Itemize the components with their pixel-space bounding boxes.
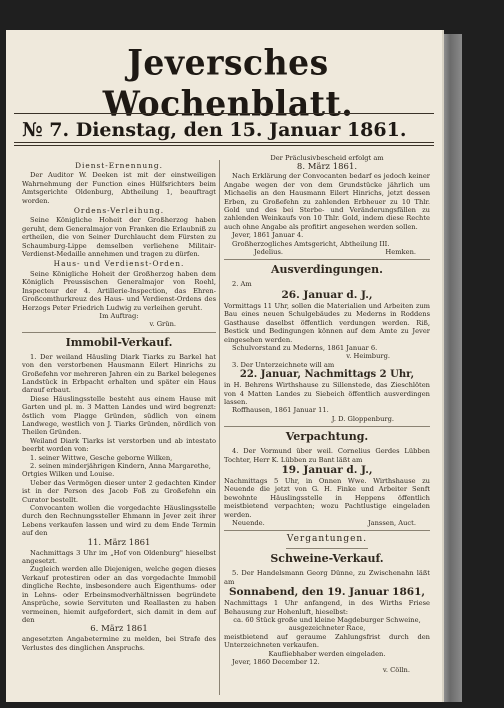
list-item: 2. seinen minderjährigen Kindern, Anna Margarethe, Ortgies Wilken und Louise. (22, 462, 211, 479)
section-title-immobil: Immobil-Verkauf. (65, 335, 173, 349)
signature-row (224, 519, 430, 527)
signature-name: Jedelius. (254, 248, 284, 257)
date-line: 26. Januar d. J., (281, 288, 373, 301)
issue-rule-1 (14, 142, 434, 143)
section-title-vergantungen: Vergantungen. (286, 534, 368, 545)
section-heading: Dienst-Ernennung. (75, 161, 163, 170)
signature-name: v. Heimburg. (346, 352, 390, 361)
place-date: Roffhausen, 1861 Januar 11. (232, 406, 329, 415)
paragraph: Weiland Diark Tiarks ist verstorben und ab intestato beerbt worden von: (22, 436, 216, 454)
place-date: Jever, 1861 Januar 4. (232, 231, 304, 240)
section-heading: Ordens-Verleihung. (73, 206, 165, 216)
paragraph: Ueber das Vermögen dieser unter 2 gedachten Kinder ist in der Person des Jacob Foß zu Großefehn ein Curator bestellt. (22, 478, 216, 504)
paragraph: Zugleich werden alle Diejenigen, welche gegen dieses Verkauf protestiren oder an das vorgedachte Immobil dingliche Rechte, insbesondere auch Eigenthums- oder in Lehns- oder Erbeinsmodverhältnissen begründete Ansprüche, sowie Servituten und Reallasten zu haben vermeinen, hiemit aufgefordert, sich damit in dem auf den (22, 565, 216, 624)
book-spine (442, 34, 462, 702)
date-line: 6. März 1861 (90, 624, 148, 635)
masthead-title: Jeversches Wochenblatt. (102, 42, 354, 124)
paragraph: Nachmittags 5 Uhr, in Onnen Wwe. Wirthshause zu Neuende die jetzt von G. H. Finke und Arbeiter Senft bewohnte Häuslingsstelle in Heppens öffentlich meistbietend verpachten; wozu Pachtlustige eingeladen werden. (224, 476, 430, 519)
paragraph: Nachmittags 1 Uhr anfangend, in des Wirths Friese Behausung zur Hohenluft, hieselbst: (224, 599, 430, 616)
divider (22, 332, 216, 333)
signature-name: Janssen, Auct. (367, 519, 416, 527)
date-line: 11. März 1861 (87, 537, 151, 548)
divider (286, 548, 368, 549)
divider (224, 259, 430, 260)
right-column (224, 154, 430, 675)
date-line: Sonnabend, den 19. Januar 1861, (228, 586, 426, 599)
paragraph: 4. Der Vormund über weil. Cornelius Gerdes Lübben Tochter, Herr K. Lübben zu Bant läßt am (224, 447, 430, 464)
paragraph: Der Präclusivbescheid erfolgt am (270, 154, 384, 162)
paragraph: Diese Häuslingsstelle besteht aus einem Hause mit Garten und pl. m. 3 Matten Landes und wird begrenzt: östlich vom Plagge Gründen, südlich von einem Landwege, westlich von J. Tiarks Gründen, nördlich von Theilen Gründen. (22, 394, 216, 437)
paragraph: Nach Erklärung der Convocanten bedarf es jedoch keiner Angabe wegen der von dem Grundstücke jährlich um Michaelis an den Hausmann Eilert Hinrichs, jetzt dessen Erben, zu Großefehn zu zahlenden Erbheuer zu 10 Thlr. Gold und des bei Sterbe- und Veränderungsfällen zu zahlenden Weinkaufs von 10 Thlr. Gold, indem diese Rechte auch ohne Angabe als profitirt angesehen werden sollen. (224, 172, 430, 231)
place-date: Jever, 1860 December 12. (232, 658, 320, 667)
divider (224, 426, 430, 427)
paragraph: in H. Behrens Wirthshause zu Sillenstede, das Zieschlöten von 4 Matten Landes zu Siebeich öffentlich ausverdingen lassen. (224, 381, 430, 406)
paragraph: Seine Königliche Hoheit der Großherzog haben geruht, dem Generalmajor von Franken die Erlaubniß zu ertheilen, die von Seiner Durchlaucht dem Fürsten zu Schaumburg-Lippe demselben verliehene Militair-Verdienst-Medaille annehmen und tragen zu dürfen. (22, 216, 216, 259)
paragraph: meistbietend auf geraume Zahlungsfrist durch den Unterzeichneten verkaufen. (224, 632, 430, 650)
list-item: 1. seiner Wittwe, Gesche geborne Wilken, (30, 453, 173, 462)
signature-line: Im Auftrag: (99, 311, 139, 320)
signature-row (224, 248, 430, 256)
date-line: 19. Januar d. J., (281, 463, 373, 476)
signature-name: J. D. Gloppenburg. (331, 414, 394, 423)
issue-line: № 7. Dienstag, den 15. Januar 1861. (22, 119, 407, 141)
signature-name: v. Grün. (149, 320, 176, 329)
section-title-schweine-verkauf: Schweine-Verkauf. (270, 552, 384, 566)
date-line: 8. März 1861. (296, 162, 358, 173)
section-heading: Haus- und Verdienst-Orden. (53, 259, 185, 269)
signature-name: v. Cölln. (382, 666, 410, 675)
paragraph: 2. Am (232, 280, 252, 289)
paragraph: angesetzten Angabetermine zu melden, bei Strafe des Verlustes des dinglichen Anspruchs. (22, 635, 216, 652)
section-title-ausverdingungen: Ausverdingungen. (271, 263, 383, 277)
authority: Großherzogliches Amtsgericht, Abtheilung III. (232, 239, 390, 248)
paragraph: Nachmittags 3 Uhr im „Hof von Oldenburg" hieselbst angesetzt. (22, 548, 216, 566)
paragraph: Der Auditor W. Deeken ist mit der einstweiligen Wahrnehmung der Function eines Hülfsrichters beim Amtsgerichte Oldenburg, Abtheilung 1, beauftragt worden. (22, 171, 216, 205)
paragraph: 5. Der Handelsmann Georg Dünne, zu Zwischenahn läßt am (224, 569, 430, 586)
paragraph: ca. 60 Stück große und kleine Magdeburger Schweine, ausgezeichneter Race, (233, 616, 421, 633)
paragraph: 1. Der weiland Häusling Diark Tiarks zu Barkel hat von den verstorbenen Hausmann Eilert Hinrichs zu Großefehn vor mehreren Jahren ein zu Barkel belegenes Landstück in Erbpacht erhalten und später ein Haus darauf erbaut. (22, 352, 216, 395)
date-line: 22. Januar, Nachmittags 2 Uhr, (239, 369, 415, 381)
paragraph: Convocanten wollen die vorgedachte Häuslingsstelle durch den Rechnungssteller Ehmann in Jever zeit ihrer Lebens verkaufen lassen und wird zu dem Ende Termin auf den (22, 504, 216, 538)
paragraph: Vormittags 11 Uhr, sollen die Materialien und Arbeiten zum Bau eines neuen Schulgebäudes zu Mederns in Roddens Gasthause daselbst öffentlich verdungen werden. Riß, Bestick und Bedingungen können auf dem Amte zu Jever eingesehen werden. (224, 301, 430, 344)
place-date: Schulvorstand zu Mederns, 1861 Januar 6. (232, 343, 378, 352)
issue-rule-2 (14, 145, 434, 146)
divider (224, 530, 430, 531)
section-title-verpachtung: Verpachtung. (285, 430, 369, 444)
signature-name: Hemken. (385, 248, 416, 257)
left-column (22, 160, 216, 652)
paragraph: Kaufliebhaber werden eingeladen. (268, 649, 386, 658)
top-rule (14, 113, 434, 114)
paragraph: 3. Der Unterzeichnete will am (232, 360, 335, 369)
column-divider (219, 160, 220, 695)
place: Neuende. (232, 519, 265, 527)
paragraph: Seine Königliche Hoheit der Großherzog haben dem Königlich Preussischen Generalmajor von Roehl, Inspecteur der 4. Artillerie-Inspection, das Ehren-Großcomthurkreuz des Haus- und Verdienst-Ordens des Herzogs Peter Friedrich Ludwig zu verleihen geruht. (22, 269, 216, 312)
